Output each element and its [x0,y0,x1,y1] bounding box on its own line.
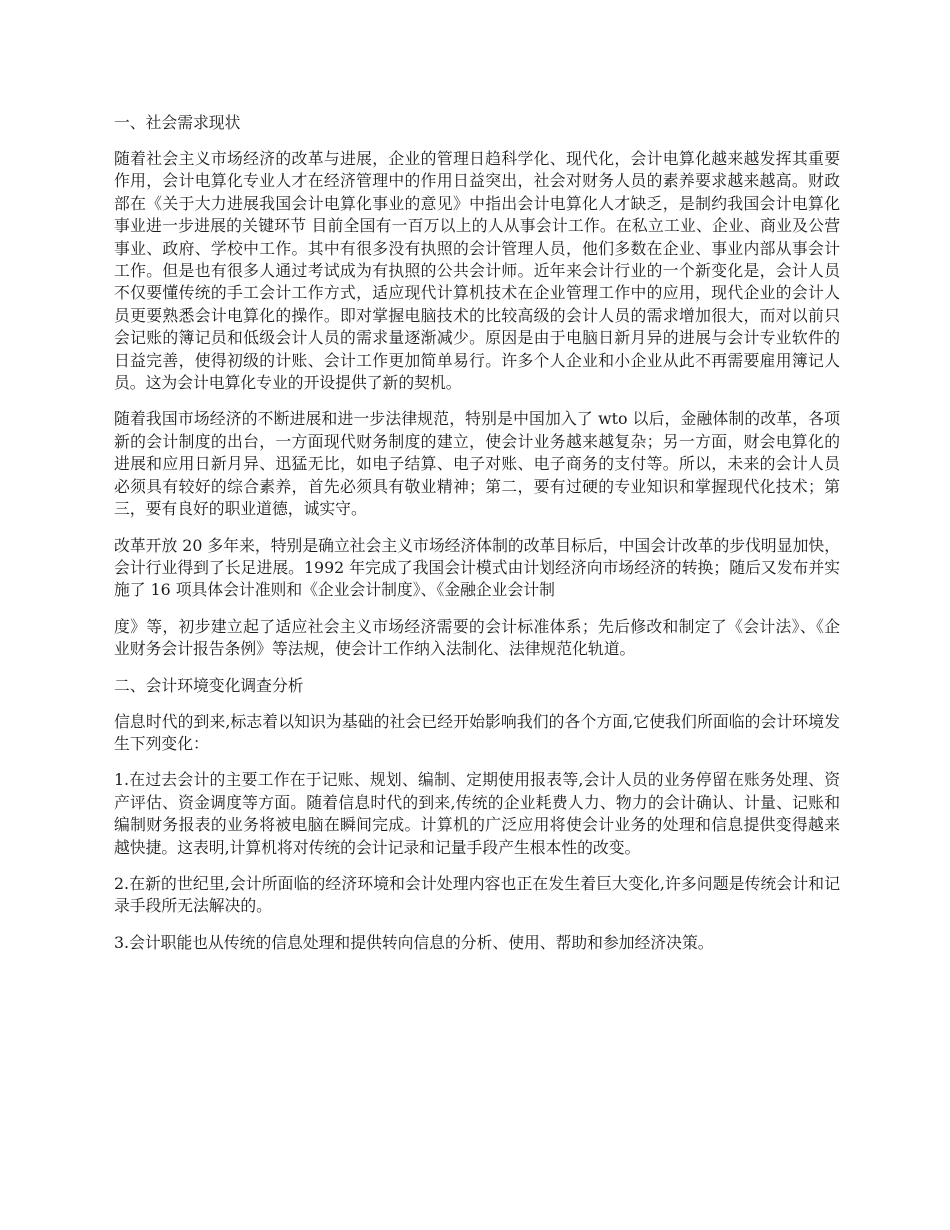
section-heading-social-demand: 一、社会需求现状 [114,113,241,132]
paragraph: 随着社会主义市场经济的改革与进展，企业的管理日趋科学化、现代化，会计电算化越来越发挥其重要作用，会计电算化专业人才在经济管理中的作用日益突出，社会对财务人员的素养要求越来越高。财政部在《关于大力进展我国会计电算化事业的意见》中指出会计电算化人才缺乏，是制约我国会计电算化事业进一步进展的关键环节 目前全国有一百万以上的人从事会计工作。在私立工业、企业、商业及公营事业、政府、学校中工作。其中有很多没有执照的会计管理人员，他们多数在企业、事业内部从事会计工作。但是也有很多人通过考试成为有执照的公共会计师。近年来会计行业的一个新变化是，会计人员不仅要懂传统的手工会计工作方式，适应现代计算机技术在企业管理工作中的应用，现代企业的会计人员更要熟悉会计电算化的操作。即对掌握电脑技术的比较高级的会计人员的需求增加很大，而对以前只会记账的簿记员和低级会计人员的需求量逐渐减少。原因是由于电脑日新月异的进展与会计专业软件的日益完善，使得初级的计账、会计工作更加简单易行。许多个人企业和小企业从此不再需要雇用簿记人员。这为会计电算化专业的开设提供了新的契机。 [114,149,840,393]
list-item: 2.在新的世纪里,会计所面临的经济环境和会计处理内容也正在发生着巨大变化,许多问题是传统会计和记录手段所无法解决的。 [114,873,840,916]
document-body [114,112,840,968]
section-heading-accounting-environment: 二、会计环境变化调查分析 [114,675,304,695]
list-item: 3.会计职能也从传统的信息处理和提供转向信息的分析、使用、帮助和参加经济决策。 [114,932,714,952]
paragraph: 度》等，初步建立起了适应社会主义市场经济需要的会计标准体系；先后修改和制定了《会计法》、《企业财务会计报告条例》等法规，使会计工作纳入法制化、法律规范化轨道。 [114,616,840,659]
list-item: 1.在过去会计的主要工作在于记账、规划、编制、定期使用报表等,会计人员的业务停留在账务处理、资产评估、资金调度等方面。随着信息时代的到来,传统的企业耗费人力、物力的会计确认、计量、记账和编制财务报表的业务将被电脑在瞬间完成。计算机的广泛应用将使会计业务的处理和信息提供变得越来越快捷。这表明,计算机将对传统的会计记录和记量手段产生根本性的改变。 [114,770,840,857]
paragraph: 改革开放 20 多年来，特别是确立社会主义市场经济体制的改革目标后，中国会计改革的步伐明显加快，会计行业得到了长足进展。1992 年完成了我国会计模式由计划经济向市场经济的转换；随后又发布并实施了 16 项具体会计准则和《企业会计制度》、《金融企业会计制 [114,535,840,600]
paragraph: 信息时代的到来,标志着以知识为基础的社会已经开始影响我们的各个方面,它使我们所面临的会计环境发生下列变化： [114,711,840,753]
paragraph: 随着我国市场经济的不断进展和进一步法律规范，特别是中国加入了 wto 以后，金融体制的改革，各项新的会计制度的出台，一方面现代财务制度的建立，使会计业务越来越复杂；另一方面，财会电算化的进展和应用日新月异、迅猛无比，如电子结算、电子对账、电子商务的支付等。所以，未来的会计人员必须具有较好的综合素养，首先必须具有敬业精神；第二，要有过硬的专业知识和掌握现代化技术；第三，要有良好的职业道德，诚实守。 [114,409,840,519]
